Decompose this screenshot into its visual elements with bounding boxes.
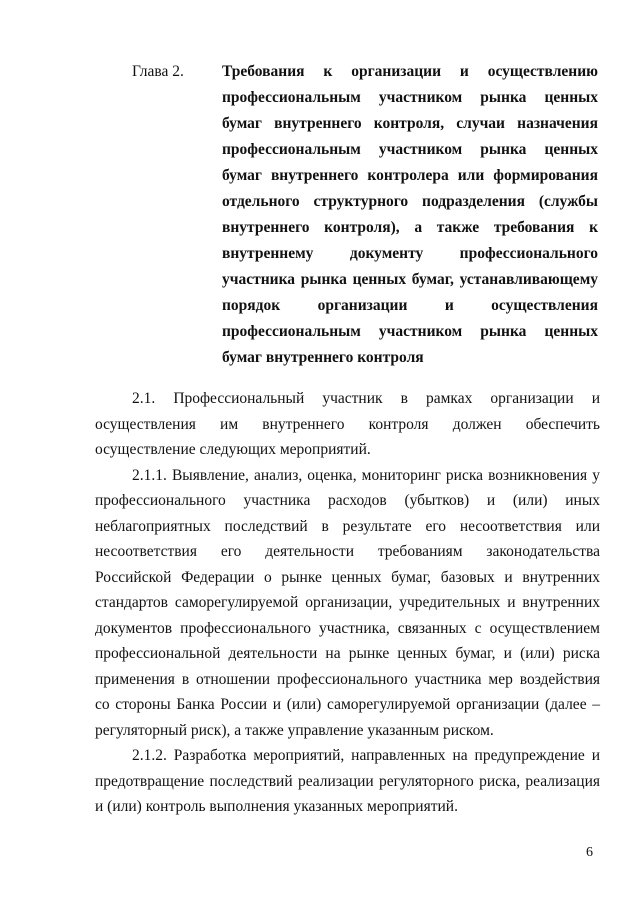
chapter-title: Требования к организации и осуществлению профессиональным участником рынка ценных бумаг внутреннего контроля, случаи назначения профессиональным участником рынка ценных бумаг внутреннего контролера или формирования отдельного структурного подразделения (службы внутреннего контроля), а также требования к внутреннему документу профессионального участника рынка ценных бумаг, устанавливающему порядок организации и осуществления профессиональным участником рынка ценных бумаг внутреннего контроля (222, 63, 598, 366)
paragraph-2-1-1: 2.1.1. Выявление, анализ, оценка, мониторинг риска возникновения у профессионального участника расходов (убытков) и (или) иных неблагоприятных последствий в результате его несоответствия или несоответствия его деятельности требованиям законодательства Российской Федерации о рынке ценных бумаг, базовых и внутренних стандартов саморегулируемой организации, учредительных и внутренних документов профессионального участника, связанных с осуществлением профессиональной деятельности на рынке ценных бумаг, и (или) риска применения в отношении профессионального участника мер воздействия со стороны Банка России и (или) саморегулируемой организации (далее – регуляторный риск), а также управление указанным риском. (95, 466, 600, 739)
paragraph-2-1-2: 2.1.2. Разработка мероприятий, направленных на предупреждение и предотвращение последствий реализации регуляторного риска, реализация и (или) контроль выполнения указанных мероприятий. (95, 747, 600, 815)
body-text (95, 386, 600, 820)
page-number: 6 (586, 845, 593, 860)
paragraph-2-1: 2.1. Профессиональный участник в рамках организации и осуществления им внутреннего контроля должен обеспечить осуществление следующих мероприятий. (95, 390, 600, 458)
chapter-label: Глава 2. (132, 63, 184, 80)
